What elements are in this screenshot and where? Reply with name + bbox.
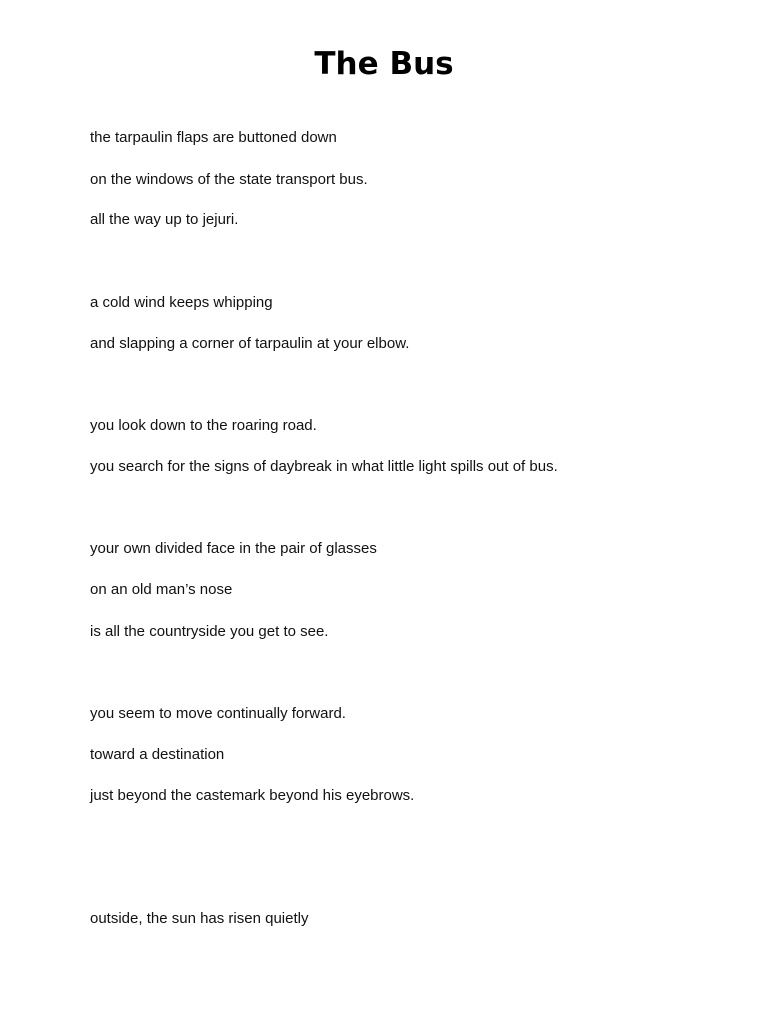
poem-line: just beyond the castemark beyond his eyebrows. <box>90 787 415 804</box>
poem-line: a cold wind keeps whipping <box>90 294 273 311</box>
page-title: The Bus <box>314 46 454 82</box>
poem-line: is all the countryside you get to see. <box>90 623 329 640</box>
poem-line: the tarpaulin flaps are buttoned down <box>90 129 337 146</box>
poem-line: all the way up to jejuri. <box>90 211 239 228</box>
poem-line: you seem to move continually forward. <box>90 705 346 722</box>
poem-line: toward a destination <box>90 746 225 763</box>
poem-line: you search for the signs of daybreak in what little light spills out of bus. <box>90 458 558 475</box>
poem-line: and slapping a corner of tarpaulin at your elbow. <box>90 335 410 352</box>
poem-line: you look down to the roaring road. <box>90 417 317 434</box>
poem-line: outside, the sun has risen quietly <box>90 910 309 927</box>
poem-line: on the windows of the state transport bus. <box>90 171 368 188</box>
poem-line: your own divided face in the pair of glasses <box>90 540 377 557</box>
poem-line: on an old man’s nose <box>90 581 233 598</box>
